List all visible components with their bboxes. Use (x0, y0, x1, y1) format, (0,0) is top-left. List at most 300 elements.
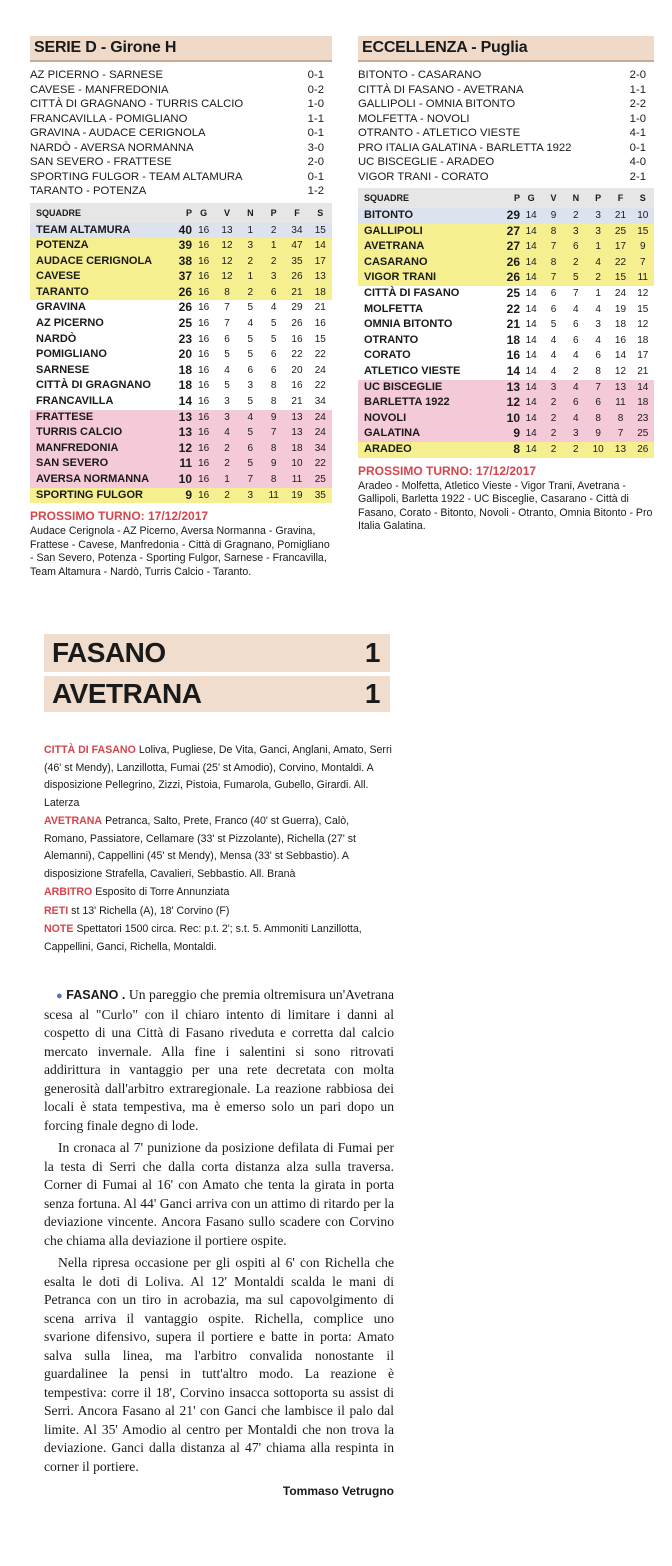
cell-team: VIGOR TRANI (364, 271, 437, 284)
cell-p: 8 (270, 474, 277, 485)
cell-p: 3 (595, 210, 601, 221)
table-row (30, 332, 332, 348)
column-header: S (317, 207, 324, 218)
next-round-fixtures: Audace Cerignola - AZ Picerno, Aversa Normanna - Gravina, Frattese - Cavese, Manfredonia - Città di Gragnano, Pomigliano - San Severo, Potenza - Sporting Fulgor, Sarnese - Francavilla, Team Altamura - Nardò, Turris Calcio - Taranto. (30, 525, 330, 578)
cell-g: 14 (525, 365, 537, 377)
cell-team: SPORTING FULGOR (36, 488, 143, 501)
cell-n: 4 (247, 318, 254, 330)
next-round-fixtures: Aradeo - Molfetta, Atletico Vieste - Vigor Trani, Avetrana - Gallipoli, Barletta 1922 - UC Bisceglie, Casarano - Città di Fasano, Corato - Bitonto, Novoli - Otranto, Omnia Bitonto - Pro Italia Galatina. (358, 479, 653, 532)
report-line (44, 813, 394, 883)
result-row (30, 112, 332, 127)
byline: Tommaso Vetrugno (282, 1484, 394, 1498)
cell-s: 24 (314, 364, 326, 376)
result-row (358, 68, 654, 83)
cell-p: 6 (270, 286, 277, 298)
result-match: CAVESE - MANFREDONIA (30, 83, 169, 96)
cell-team: FRATTESE (36, 410, 94, 423)
cell-team: CITTÀ DI GRAGNANO (36, 379, 151, 392)
away-team: AVETRANA (52, 678, 202, 709)
report-label: NOTE (44, 923, 74, 935)
cell-n: 2 (573, 443, 579, 455)
cell-n: 6 (573, 241, 579, 253)
cell-pts: 26 (506, 254, 520, 269)
column-header: N (247, 207, 254, 218)
column-header: P (270, 207, 277, 218)
serie-d-section (30, 36, 332, 579)
cell-v: 3 (224, 396, 230, 408)
cell-g: 14 (525, 350, 537, 362)
results-list (30, 68, 332, 199)
cell-pts: 18 (178, 362, 192, 377)
result-match: PRO ITALIA GALATINA - BARLETTA 1922 (358, 141, 572, 154)
cell-pts: 9 (513, 426, 520, 441)
result-row (358, 97, 654, 112)
cell-team: AZ PICERNO (36, 317, 104, 330)
result-score: 2-0 (307, 156, 324, 168)
result-row (30, 97, 332, 112)
cell-v: 3 (224, 411, 230, 423)
cell-v: 4 (550, 350, 557, 362)
result-match: GRAVINA - AUDACE CERIGNOLA (30, 127, 206, 139)
cell-f: 21 (291, 396, 303, 408)
report-label: CITTÀ DI FASANO (44, 744, 136, 756)
cell-pts: 21 (506, 317, 520, 332)
result-score: 2-1 (629, 170, 646, 183)
cell-g: 14 (525, 397, 537, 409)
cell-v: 5 (550, 319, 557, 331)
report-text: Loliva, Pugliese, De Vita, Ganci, Anglani, Amato, Serri (46' st Mendy), Lanzillotta, Fumai (25' st Amodio), Corvino, Montaldi. A disposizione Pellegrino, Zizzi, Pistoia, Fumarola, Gubello, Girardi. All. Laterza (44, 744, 392, 809)
cell-pts: 14 (506, 363, 520, 378)
cell-team: CITTÀ DI FASANO (364, 286, 460, 299)
column-header: F (294, 207, 300, 218)
cell-s: 22 (314, 380, 326, 392)
table-row (358, 270, 654, 286)
cell-p: 3 (595, 225, 601, 237)
cell-team: BITONTO (364, 209, 414, 221)
report-line (44, 884, 394, 902)
cell-v: 3 (550, 381, 557, 393)
cell-pts: 25 (506, 285, 520, 300)
report-label: AVETRANA (44, 815, 103, 827)
cell-team: POTENZA (36, 239, 89, 252)
cell-g: 16 (198, 442, 210, 454)
cell-pts: 23 (178, 331, 192, 346)
table-row (358, 395, 654, 411)
cell-p: 8 (270, 396, 277, 408)
cell-pts: 14 (178, 394, 192, 409)
cell-team: AVETRANA (364, 240, 425, 253)
cell-g: 14 (525, 443, 537, 455)
cell-s: 25 (637, 428, 649, 440)
cell-v: 5 (224, 349, 230, 361)
cell-p: 6 (595, 397, 601, 409)
table-row (30, 316, 332, 332)
cell-g: 16 (198, 489, 210, 501)
cell-s: 26 (637, 443, 649, 455)
cell-f: 35 (291, 255, 303, 267)
cell-v: 4 (224, 427, 230, 439)
cell-n: 7 (573, 287, 579, 299)
cell-team: GALATINA (364, 427, 421, 440)
table-row (358, 442, 654, 458)
cell-pts: 11 (179, 456, 192, 471)
standings-header (358, 188, 654, 208)
cell-team: FRANCAVILLA (36, 395, 114, 408)
article-paragraph: Nella ripresa occasione per gli ospiti al 6' con Richella che esalta le doti di Loliva. Al 12' Montaldi scalda le mani di Petranca con un tiro in acrobazia, ma sul capovolgimento di scena arriva il vantaggio ospite. Richella, complice uno svarione difensivo, supera il portiere e batte in porta: Amato salva sulla linea, ma l'arbitro convalida nonostante il guardalinee la pensi in tutt'altro modo. La reazione è tempestiva: corre il 18', Corvino insacca sottoporta su assist di Serri. Ancora Fasano al 21' con Ganci che lambisce il palo dal limite. Al 35' Amodio al centro per Montaldi che non trova la deviazione. Ganci dalla distanza al 47' chiama alla respinta in corner il portiere. (44, 1255, 394, 1474)
result-match: TARANTO - POTENZA (30, 185, 147, 197)
cell-g: 14 (525, 210, 537, 221)
cell-p: 4 (595, 303, 601, 315)
cell-team: CASARANO (364, 255, 428, 268)
dateline: FASANO . (66, 988, 126, 1002)
cell-pts: 26 (178, 284, 192, 299)
cell-s: 15 (637, 303, 649, 315)
cell-team: NOVOLI (364, 411, 407, 424)
table-row (30, 425, 332, 441)
cell-g: 16 (198, 240, 210, 252)
column-header: S (639, 193, 646, 203)
cell-p: 1 (595, 241, 601, 253)
cell-s: 35 (314, 489, 326, 501)
cell-s: 16 (314, 318, 326, 330)
result-row (30, 83, 332, 98)
cell-s: 21 (314, 302, 326, 314)
cell-p: 8 (595, 412, 601, 424)
result-match: OTRANTO - ATLETICO VIESTE (358, 127, 521, 139)
results-list (358, 68, 654, 184)
cell-s: 7 (640, 256, 646, 268)
result-match: BITONTO - CASARANO (358, 69, 482, 81)
cell-s: 25 (314, 474, 326, 485)
cell-n: 6 (573, 319, 579, 331)
cell-n: 5 (573, 272, 579, 284)
cell-f: 16 (614, 334, 627, 346)
cell-p: 2 (270, 224, 277, 236)
column-header: SQUADRE (364, 193, 410, 203)
table-row (358, 286, 654, 302)
result-row (30, 68, 332, 83)
result-score: 0-1 (307, 69, 324, 81)
cell-n: 3 (573, 225, 579, 237)
cell-p: 2 (270, 255, 277, 267)
cell-team: TURRIS CALCIO (36, 426, 123, 439)
cell-g: 14 (525, 287, 537, 299)
cell-pts: 37 (178, 269, 192, 284)
result-match: NARDÒ - AVERSA NORMANNA (30, 141, 194, 154)
cell-g: 14 (525, 256, 537, 268)
cell-p: 9 (270, 458, 277, 470)
result-match: SAN SEVERO - FRATTESE (30, 156, 172, 168)
result-score: 0-1 (307, 127, 324, 139)
cell-v: 2 (550, 412, 557, 424)
cell-p: 9 (595, 428, 601, 440)
cell-team: ATLETICO VIESTE (364, 364, 461, 377)
cell-p: 6 (270, 349, 277, 361)
cell-f: 15 (614, 272, 627, 284)
cell-v: 12 (221, 271, 233, 283)
cell-g: 16 (198, 364, 210, 376)
cell-n: 5 (247, 427, 254, 439)
table-row (30, 410, 332, 426)
cell-v: 2 (224, 458, 230, 470)
cell-v: 2 (224, 489, 230, 501)
cell-n: 5 (247, 302, 254, 314)
cell-pts: 13 (178, 409, 192, 424)
cell-v: 2 (550, 397, 557, 409)
cell-n: 4 (573, 303, 579, 315)
cell-n: 6 (247, 442, 254, 454)
home-row (44, 634, 390, 672)
league-title: ECCELLENZA - Puglia (358, 36, 654, 62)
article (44, 986, 394, 1498)
cell-p: 6 (595, 350, 601, 362)
report-line (44, 921, 394, 956)
result-match: SPORTING FULGOR - TEAM ALTAMURA (30, 170, 243, 183)
cell-v: 5 (224, 380, 230, 392)
result-match: VIGOR TRANI - CORATO (358, 170, 489, 183)
result-row (30, 141, 332, 156)
cell-n: 3 (247, 380, 254, 392)
result-score: 4-1 (629, 127, 646, 139)
table-row (30, 300, 332, 316)
result-row (358, 155, 654, 170)
cell-f: 26 (291, 271, 303, 283)
result-row (30, 126, 332, 141)
cell-s: 15 (314, 333, 326, 345)
cell-n: 3 (247, 489, 254, 501)
cell-n: 5 (247, 349, 254, 361)
cell-s: 18 (637, 334, 649, 346)
cell-f: 13 (291, 411, 303, 423)
cell-f: 18 (291, 442, 303, 454)
cell-v: 9 (550, 210, 557, 221)
column-header: V (223, 207, 230, 218)
cell-g: 14 (525, 381, 537, 393)
cell-f: 47 (291, 240, 303, 252)
cell-team: OTRANTO (364, 333, 419, 346)
result-match: MOLFETTA - NOVOLI (358, 112, 470, 125)
column-header: G (200, 207, 208, 218)
table-row (358, 364, 654, 380)
result-score: 1-0 (307, 98, 324, 110)
result-row (30, 184, 332, 199)
cell-v: 7 (550, 241, 557, 253)
cell-v: 4 (550, 334, 557, 346)
report-text: st 13' Richella (A), 18' Corvino (F) (71, 904, 230, 917)
cell-s: 21 (637, 365, 649, 377)
cell-v: 4 (224, 364, 230, 376)
result-match: CITTÀ DI FASANO - AVETRANA (358, 83, 524, 96)
cell-s: 17 (637, 350, 649, 362)
table-row (358, 208, 654, 224)
cell-g: 16 (198, 349, 210, 361)
cell-pts: 40 (178, 222, 192, 237)
report-label: RETI (44, 904, 69, 917)
table-row (358, 333, 654, 349)
cell-f: 16 (291, 380, 303, 392)
cell-v: 12 (221, 255, 233, 267)
cell-f: 24 (614, 287, 627, 299)
cell-s: 24 (314, 411, 326, 423)
report-text: Esposito di Torre Annunziata (95, 886, 230, 898)
cell-n: 3 (573, 428, 579, 440)
cell-g: 16 (198, 224, 210, 236)
cell-pts: 29 (506, 208, 520, 222)
table-row (358, 239, 654, 255)
table-row (30, 269, 332, 285)
cell-v: 8 (550, 256, 557, 268)
cell-s: 14 (314, 240, 326, 252)
home-team: FASANO (52, 637, 166, 668)
table-row (30, 223, 332, 239)
cell-pts: 27 (506, 239, 520, 254)
cell-v: 12 (221, 240, 233, 252)
result-row (358, 112, 654, 127)
cell-pts: 13 (506, 379, 520, 394)
cell-team: TEAM ALTAMURA (36, 223, 131, 236)
result-score: 0-1 (307, 170, 324, 183)
cell-f: 19 (614, 303, 627, 315)
cell-p: 5 (270, 333, 277, 345)
cell-pts: 27 (506, 223, 520, 238)
cell-n: 1 (247, 224, 254, 236)
article-paragraph: In cronaca al 7' punizione da posizione defilata di Fumai per la testa di Serri che dalla corta distanza alza sulla traversa. Corner di Fumai al 16' con Amato che tenta la girata in porta senza fortuna. Al 44' Ganci arriva con un attimo di ritardo per la deviazione vincente. Ancora Fasano sullo scadere con Corvino che chiama alla deviazione il portiere ospite. (44, 1140, 394, 1248)
cell-team: CAVESE (36, 270, 81, 283)
cell-team: MOLFETTA (364, 302, 424, 315)
cell-p: 8 (595, 365, 601, 377)
table-row (30, 238, 332, 254)
cell-g: 14 (525, 428, 537, 440)
cell-f: 21 (614, 210, 627, 221)
cell-n: 4 (573, 350, 579, 362)
cell-pts: 39 (178, 238, 192, 253)
cell-pts: 16 (506, 348, 520, 363)
cell-g: 16 (198, 458, 210, 470)
cell-f: 14 (614, 350, 627, 362)
next-round-title: PROSSIMO TURNO: 17/12/2017 (30, 509, 209, 524)
cell-s: 12 (637, 319, 649, 331)
cell-p: 7 (595, 381, 601, 393)
cell-team: SAN SEVERO (36, 457, 109, 470)
column-header: F (617, 193, 624, 203)
column-header: P (595, 193, 602, 203)
column-header: P (185, 207, 192, 218)
cell-g: 16 (198, 474, 210, 485)
cell-s: 14 (637, 381, 649, 393)
table-row (30, 456, 332, 472)
cell-team: NARDÒ (36, 332, 77, 345)
cell-n: 2 (247, 255, 254, 267)
table-row (30, 394, 332, 410)
cell-p: 11 (268, 489, 279, 501)
paragraph-text: Un pareggio che premia oltremisura un'Avetrana scesa al "Curlo" con il chiaro intento di limitare i danni al cospetto di una Città di Fasano riveduta e corretta dal calcio mercato invernale. Alla fine i salentini si sono ritrovati addirittura in vantaggio per una rete decretata con molta generosità dall'arbitro extraregionale. La reazione rabbiosa dei locali è stata tempestiva, ma è emerso solo un pari dopo un forcing finale degno di lode. (44, 987, 394, 1133)
cell-v: 8 (550, 225, 557, 237)
cell-pts: 26 (178, 300, 192, 315)
cell-p: 4 (270, 302, 277, 314)
report-text: Petranca, Salto, Prete, Franco (40' st Guerra), Calò, Romano, Passiatore, Cellamare (33' st Pizzolante), Richella (27' st Alemanni), Cappellini (45' st Mendy), Mensa (33' st Sebbastio). A disposizione Strafella, Cavalieri, Sebbastio. All. Branà (44, 815, 356, 880)
cell-f: 8 (617, 412, 624, 424)
table-row (30, 285, 332, 301)
cell-n: 4 (247, 411, 254, 423)
cell-team: GALLIPOLI (364, 224, 423, 237)
cell-s: 24 (314, 427, 326, 439)
cell-s: 18 (314, 286, 326, 298)
cell-team: MANFREDONIA (36, 441, 119, 454)
cell-pts: 25 (178, 316, 192, 331)
cell-n: 1 (247, 271, 254, 283)
cell-p: 10 (592, 443, 604, 455)
report-line (44, 742, 394, 812)
result-score: 4-0 (629, 156, 646, 168)
cell-p: 6 (270, 364, 277, 376)
table-row (30, 254, 332, 270)
cell-g: 16 (198, 271, 210, 283)
cell-v: 6 (550, 303, 557, 315)
cell-f: 22 (614, 256, 627, 268)
cell-v: 8 (224, 286, 230, 298)
cell-v: 6 (550, 287, 557, 299)
cell-v: 7 (224, 302, 230, 314)
cell-g: 16 (198, 286, 210, 298)
cell-g: 16 (198, 396, 210, 408)
cell-pts: 9 (185, 487, 192, 502)
match-report (44, 742, 394, 957)
cell-pts: 12 (506, 395, 520, 410)
cell-f: 17 (614, 241, 627, 253)
cell-n: 2 (573, 256, 579, 268)
cell-n: 5 (247, 458, 254, 470)
cell-n: 6 (573, 334, 579, 346)
cell-v: 7 (550, 272, 557, 284)
cell-s: 11 (637, 272, 648, 284)
cell-team: TARANTO (36, 285, 89, 298)
away-score: 1 (364, 678, 380, 709)
cell-f: 29 (291, 302, 303, 314)
cell-f: 18 (614, 319, 627, 331)
column-header: SQUADRE (36, 207, 82, 218)
cell-pts: 10 (178, 472, 192, 486)
cell-v: 13 (221, 224, 233, 236)
cell-pts: 18 (178, 378, 192, 393)
cell-g: 14 (525, 225, 537, 237)
cell-pts: 22 (506, 301, 520, 316)
away-row (44, 676, 390, 712)
cell-team: ARADEO (364, 442, 412, 455)
cell-f: 22 (291, 349, 303, 361)
cell-team: OMNIA BITONTO (364, 318, 453, 331)
cell-pts: 13 (178, 425, 192, 440)
cell-team: GRAVINA (36, 301, 86, 314)
table-row (30, 347, 332, 363)
cell-v: 2 (550, 428, 557, 440)
cell-pts: 12 (178, 440, 192, 455)
cell-s: 15 (637, 225, 649, 237)
table-row (358, 348, 654, 364)
cell-n: 5 (247, 333, 254, 345)
cell-n: 4 (573, 381, 579, 393)
result-match: AZ PICERNO - SARNESE (30, 69, 164, 81)
table-row (358, 426, 654, 442)
result-match: FRANCAVILLA - POMIGLIANO (30, 112, 188, 125)
cell-f: 19 (291, 489, 303, 501)
result-row (358, 141, 654, 156)
cell-s: 34 (314, 442, 326, 454)
cell-p: 1 (595, 287, 601, 299)
cell-n: 6 (247, 364, 254, 376)
table-row (358, 302, 654, 318)
cell-g: 14 (525, 303, 537, 315)
cell-p: 9 (270, 411, 277, 423)
